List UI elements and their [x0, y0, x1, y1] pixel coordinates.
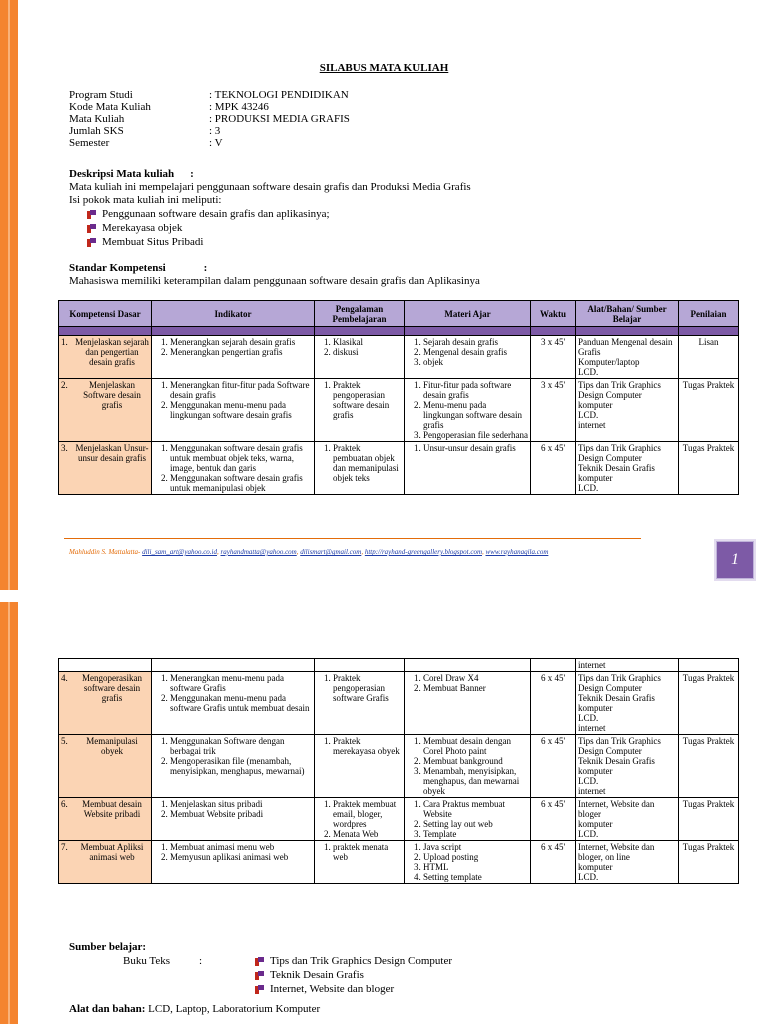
bullet-icon [255, 971, 264, 980]
sumber-section: Sumber belajar: Buku Teks : Tips dan Trik Graphics Design Computer Teknik Desain Grafis Internet, Website dan bloger Alat dan bahan: LCD, Laptop, Laboratorium Komputer [69, 941, 453, 1015]
standar-heading: Standar Kompetensi [69, 262, 166, 274]
materi-cell: 1. Membuat desain dengan Corel Photo paint 2. Membuat bankground 3. Menambah, menyisipkan, menghapus, dan mewarnai obyek [405, 735, 531, 798]
kompetensi-cell: 7. Membuat Apliksi animasi web [59, 841, 152, 884]
kompetensi-cell: 4. Mengoperasikan software desain grafis [59, 672, 152, 735]
col-header: Materi Ajar [405, 301, 531, 327]
info-row-matakuliah: Mata Kuliah : PRODUKSI MEDIA GRAFIS [69, 113, 350, 125]
penilaian-cell: Lisan [679, 336, 739, 379]
list-item: Membuat Situs Pribadi [87, 235, 471, 249]
kompetensi-cell: 3. Menjelaskan Unsur-unsur desain grafis [59, 442, 152, 495]
page-title: SILABUS MATA KULIAH [319, 62, 449, 74]
col-header: Penilaian [679, 301, 739, 327]
pengalaman-cell: 1. Praktek membuat email, bloger, wordpres 2. Menata Web [315, 798, 405, 841]
footer-divider [64, 538, 641, 539]
table-row [59, 798, 739, 841]
pengalaman-cell: 1. Praktek pembuatan objek dan memanipulasi objek teks [315, 442, 405, 495]
table-header [59, 301, 739, 327]
materi-cell: 1. Corel Draw X4 2. Membuat Banner [405, 672, 531, 735]
sumber-heading: Sumber belajar: [69, 941, 147, 953]
standar-section: Standar Kompetensi : Mahasiswa memiliki keterampilan dalam penggunaan software desain grafis dan Aplikasinya [69, 262, 480, 287]
footer-link[interactable]: www.rayhanaqila.com [485, 548, 549, 556]
alat-bahan-value: LCD, Laptop, Laboratorium Komputer [148, 1003, 321, 1015]
penilaian-cell: Tugas Praktek [679, 442, 739, 495]
table-row: internet [59, 659, 739, 672]
indikator-cell: 1. Menggunakan software desain grafis untuk membuat objek teks, warna, image, bentuk dan garis 2. Menggunakan software desain grafis untuk memanipulasi objek [152, 442, 315, 495]
footer-link[interactable]: dilismart@gmail.com [300, 548, 362, 556]
buku-teks-label: Buku Teks [123, 955, 171, 967]
alat-bahan-label: Alat dan bahan: [69, 1003, 146, 1015]
pengalaman-cell: 1. Praktek pengoperasian software Grafis [315, 672, 405, 735]
bullet-icon [255, 985, 264, 994]
table-row [59, 336, 739, 379]
indikator-cell: 1. Menerangkan fitur-fitur pada Software desain grafis 2. Menggunakan menu-menu pada lingkungan software desain grafis [152, 379, 315, 442]
table-row [59, 442, 739, 495]
indikator-cell: 1. Membuat animasi menu web 2. Memyusun aplikasi animasi web [152, 841, 315, 884]
course-info [69, 89, 350, 149]
materi-cell: 1. Unsur-unsur desain grafis [405, 442, 531, 495]
list-item: Tips dan Trik Graphics Design Computer [255, 954, 452, 968]
header-band [59, 327, 739, 336]
col-header: Kompetensi Dasar [59, 301, 152, 327]
penilaian-cell: Tugas Praktek [679, 379, 739, 442]
footer-link[interactable]: rayhandmatta@yahoo.com [220, 548, 297, 556]
kompetensi-cell: 5. Memanipulasi obyek [59, 735, 152, 798]
waktu-cell: 6 x 45' [531, 735, 576, 798]
page-number: 1 [716, 541, 754, 579]
penilaian-cell: Tugas Praktek [679, 798, 739, 841]
kompetensi-cell: 2. Menjelaskan Software desain grafis [59, 379, 152, 442]
info-row-semester: Semester : V [69, 137, 223, 149]
waktu-cell: 3 x 45' [531, 379, 576, 442]
footer-link[interactable]: dili_sam_art@yahoo.co.id [142, 548, 217, 556]
info-row-sks: Jumlah SKS : 3 [69, 125, 221, 137]
waktu-cell: 6 x 45' [531, 798, 576, 841]
left-accent-bar [0, 0, 18, 1024]
bullet-icon [87, 238, 96, 247]
list-item: Internet, Website dan bloger [255, 982, 452, 996]
table-body-2 [59, 659, 739, 884]
materi-cell: 1. Fitur-fitur pada software desain grafis 2. Menu-menu pada lingkungan software desain grafis 3. Pengoperasian file sederhana [405, 379, 531, 442]
deskripsi-heading: Deskripsi Mata kuliah [69, 168, 175, 180]
table-row [59, 672, 739, 735]
pengalaman-cell: 1. Klasikal 2. diskusi [315, 336, 405, 379]
indikator-cell: 1. Menggunakan Software dengan berbagai trik 2. Mengoperasikan file (menambah, menyisipkan, menghapus, mewarnai) [152, 735, 315, 798]
kompetensi-cell: 1. Menjelaskan sejarah dan pengertian desain grafis [59, 336, 152, 379]
footer-contact: Mahluddin S. Mattalatta- dili_sam_art@yahoo.co.id, rayhandmatta@yahoo.com, dilismart@gmail.com, http://rayhand-greengallery.blogspot.com, www.rayhanaqila.com [69, 548, 549, 556]
materi-cell: 1. Cara Praktus membuat Website 2. Setting lay out web 3. Template [405, 798, 531, 841]
col-header: Waktu [531, 301, 576, 327]
col-header: Alat/Bahan/ Sumber Belajar [576, 301, 679, 327]
penilaian-cell: Tugas Praktek [679, 735, 739, 798]
materi-cell: 1. Sejarah desain grafis 2. Mengenal desain grafis 3. objek [405, 336, 531, 379]
col-header: Pengalaman Pembelajaran [315, 301, 405, 327]
table-row [59, 379, 739, 442]
deskripsi-section: Deskripsi Mata kuliah : Mata kuliah ini mempelajari penggunaan software desain grafis dan Produksi Media Grafis Isi pokok mata kuliah ini meliputi: Penggunaan software desain grafis dan aplikasinya; Merekayasa objek Membuat Situs Pribadi [69, 168, 471, 248]
indikator-cell: 1. Menerangkan menu-menu pada software Grafis 2. Menggunakan menu-menu pada software Grafis untuk membuat desain [152, 672, 315, 735]
waktu-cell: 3 x 45' [531, 336, 576, 379]
list-item: Merekayasa objek [87, 221, 471, 235]
info-row-kode: Kode Mata Kuliah : MPK 43246 [69, 101, 269, 113]
pengalaman-cell: 1. Praktek merekayasa obyek [315, 735, 405, 798]
waktu-cell: 6 x 45' [531, 672, 576, 735]
bullet-icon [255, 957, 264, 966]
waktu-cell: 6 x 45' [531, 442, 576, 495]
alat-cell: Tips dan Trik Graphics Design Computer Teknik Desain Grafis komputer LCD. internet [576, 672, 679, 735]
standar-text: Mahasiswa memiliki keterampilan dalam penggunaan software desain grafis dan Aplikasinya [69, 275, 480, 287]
waktu-cell: 6 x 45' [531, 841, 576, 884]
list-item: Penggunaan software desain grafis dan aplikasinya; [87, 207, 471, 221]
deskripsi-subtext: Isi pokok mata kuliah ini meliputi: [69, 194, 222, 206]
info-row-program: Program Studi : TEKNOLOGI PENDIDIKAN [69, 89, 349, 101]
pengalaman-cell: 1. Praktek pengoperasian software desain grafis [315, 379, 405, 442]
materi-cell: 1. Java script 2. Upload posting 3. HTML 4. Setting template [405, 841, 531, 884]
table-body-1 [59, 336, 739, 495]
alat-cell: Panduan Mengenal desain Grafis Komputer/laptop LCD. [576, 336, 679, 379]
alat-cell: Tips dan Trik Graphics Design Computer komputer LCD. internet [576, 379, 679, 442]
table-row [59, 841, 739, 884]
penilaian-cell: Tugas Praktek [679, 672, 739, 735]
penilaian-cell: Tugas Praktek [679, 841, 739, 884]
deskripsi-text: Mata kuliah ini mempelajari penggunaan software desain grafis dan Produksi Media Grafis [69, 181, 471, 193]
alat-cell: Internet, Website dan bloger komputer LCD. [576, 798, 679, 841]
footer-link[interactable]: http://rayhand-greengallery.blogspot.com [364, 548, 482, 556]
kompetensi-cell: 6. Membuat desain Website pribadi [59, 798, 152, 841]
silabus-table [58, 300, 739, 495]
table-row [59, 735, 739, 798]
alat-cell: Internet, Website dan bloger, on line komputer LCD. [576, 841, 679, 884]
pengalaman-cell: 1. praktek menata web [315, 841, 405, 884]
bullet-icon [87, 210, 96, 219]
bullet-icon [87, 224, 96, 233]
alat-cell: Tips dan Trik Graphics Design Computer Teknik Desain Grafis komputer LCD. internet [576, 735, 679, 798]
indikator-cell: 1. Menjelaskan situs pribadi 2. Membuat Website pribadi [152, 798, 315, 841]
silabus-table-continued [58, 658, 739, 884]
col-header: Indikator [152, 301, 315, 327]
alat-cell: Tips dan Trik Graphics Design Computer Teknik Desain Grafis komputer LCD. [576, 442, 679, 495]
list-item: Teknik Desain Grafis [255, 968, 452, 982]
indikator-cell: 1. Menerangkan sejarah desain grafis 2. Menerangkan pengertian grafis [152, 336, 315, 379]
